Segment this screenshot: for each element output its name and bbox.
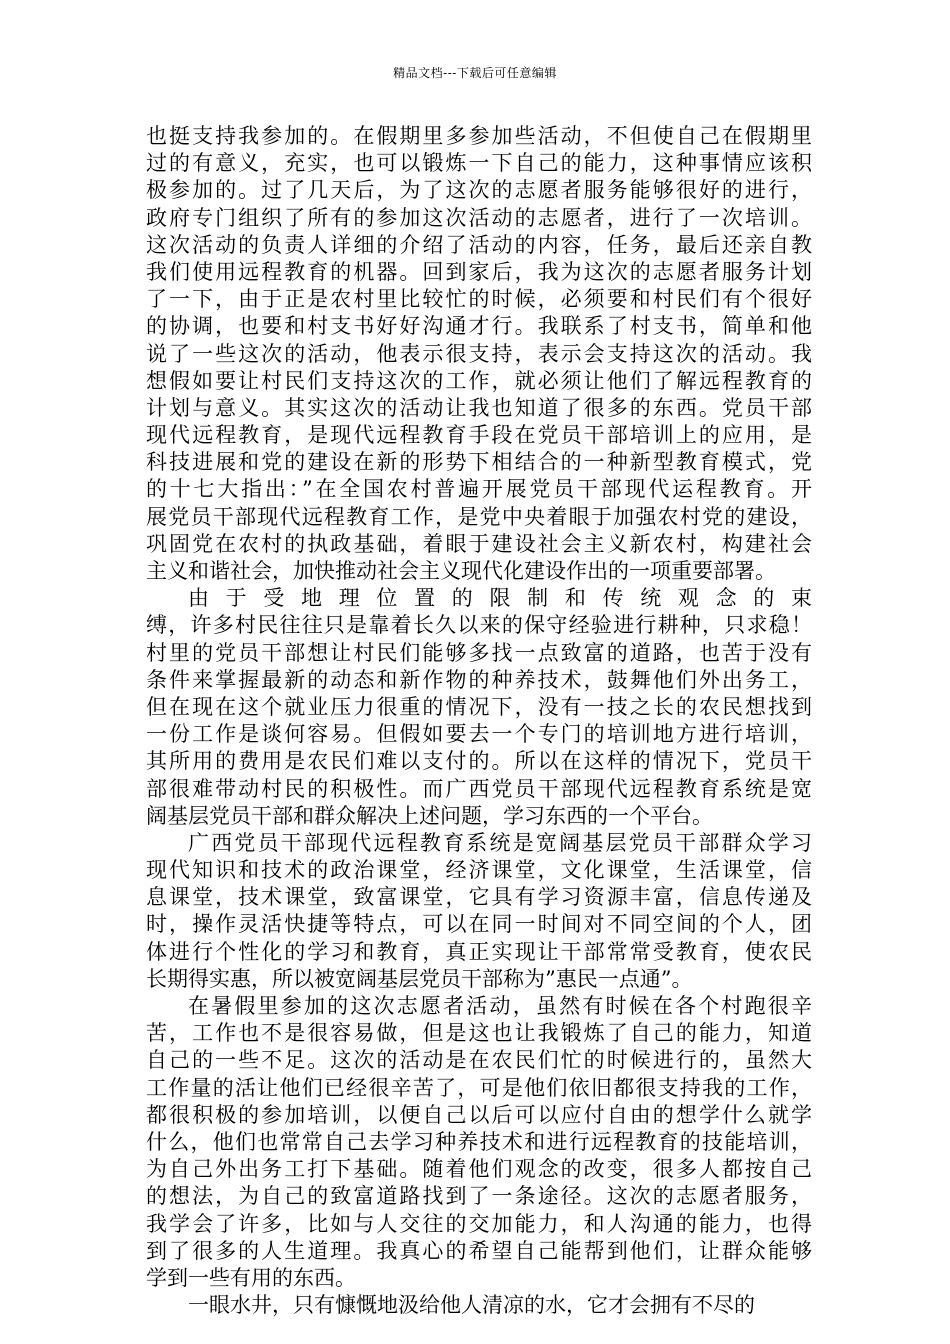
text-line: 但在现在这个就业压力很重的情况下，没有一技之长的农民想找到 <box>146 694 812 719</box>
text-line: 这次活动的负责人详细的介绍了活动的内容，任务，最后还亲自教 <box>146 232 812 257</box>
paragraph <box>146 830 812 993</box>
text-line: 的十七大指出：”在全国农村普遍开展党员干部现代运程教育。开 <box>146 477 812 502</box>
document-body <box>146 123 812 1319</box>
text-line: 巩固党在农村的执政基础，着眼于建设社会主义新农村，构建社会 <box>146 531 812 556</box>
text-line: 广西党员干部现代远程教育系统是宽阔基层党员干部群众学习 <box>188 830 812 855</box>
text-line: 计划与意义。其实这次的活动让我也知道了很多的东西。党员干部 <box>146 395 812 420</box>
text-line: 工作量的活让他们已经很辛苦了，可是他们依旧都很支持我的工作， <box>146 1075 812 1100</box>
text-line: 到了很多的人生道理。我真心的希望自己能帮到他们，让群众能够 <box>146 1238 812 1263</box>
text-line: 什么，他们也常常自己去学习种养技术和进行远程教育的技能培训， <box>146 1129 812 1154</box>
text-line: 阔基层党员干部和群众解决上述问题，学习东西的一个平台。 <box>146 803 713 828</box>
paragraph <box>146 123 812 585</box>
text-line: 一眼水井，只有慷慨地汲给他人清凉的水，它才会拥有不尽的 <box>188 1293 755 1318</box>
text-line: 展党员干部现代远程教育工作，是党中央着眼于加强农村党的建设， <box>146 504 812 529</box>
text-line: 过的有意义，充实，也可以锻炼一下自己的能力，这种事情应该积 <box>146 151 812 176</box>
text-line: 学到一些有用的东西。 <box>146 1265 356 1290</box>
text-line: 由于受地理位置的限制和传统观念的束 <box>188 586 812 611</box>
text-line: 都很积极的参加培训，以便自己以后可以应付自由的想学什么就学 <box>146 1102 812 1127</box>
paragraph <box>146 993 812 1292</box>
text-line: 体进行个性化的学习和教育，真正实现让干部常常受教育，使农民 <box>146 939 812 964</box>
text-line: 现代知识和技术的政治课堂，经济课堂，文化课堂，生活课堂，信 <box>146 858 812 883</box>
text-line: 条件来掌握最新的动态和新作物的种养技术，鼓舞他们外出务工， <box>146 667 812 692</box>
text-line: 一份工作是谈何容易。但假如要去一个专门的培训地方进行培训， <box>146 722 812 747</box>
text-line: 说了一些这次的活动，他表示很支持，表示会支持这次的活动。我 <box>146 341 812 366</box>
text-line: 了一下，由于正是农村里比较忙的时候，必须要和村民们有个很好 <box>146 287 812 312</box>
text-line: 主义和谐社会，加快推动社会主义现代化建设作出的一项重要部署。 <box>146 559 776 583</box>
text-line: 在暑假里参加的这次志愿者活动，虽然有时候在各个村跑很辛 <box>188 994 812 1018</box>
text-line: 长期得实惠，所以被宽阔基层党员干部称为”惠民一点通”。 <box>146 966 693 991</box>
text-line: 的协调，也要和村支书好好沟通才行。我联系了村支书，简单和他 <box>146 314 812 339</box>
text-line: 我们使用远程教育的机器。回到家后，我为这次的志愿者服务计划 <box>146 259 812 284</box>
text-line: 政府专门组织了所有的参加这次活动的志愿者，进行了一次培训。 <box>146 205 812 230</box>
text-line: 自己的一些不足。这次的活动是在农民们忙的时候进行的，虽然大 <box>146 1048 812 1073</box>
text-line: 缚，许多村民往往只是靠着长久以来的保守经验进行耕种，只求稳！ <box>146 613 812 638</box>
text-line: 苦，工作也不是很容易做，但是这也让我锻炼了自己的能力，知道 <box>146 1021 812 1046</box>
paragraph <box>146 1292 812 1319</box>
text-line: 的想法，为自己的致富道路找到了一条途径。这次的志愿者服务， <box>146 1184 812 1209</box>
paragraph <box>146 585 812 830</box>
text-line: 也挺支持我参加的。在假期里多参加些活动，不但使自己在假期里 <box>146 124 812 148</box>
text-line: 其所用的费用是农民们难以支付的。所以在这样的情况下，党员干 <box>146 749 812 774</box>
text-line: 为自己外出务工打下基础。随着他们观念的改变，很多人都按自己 <box>146 1157 812 1182</box>
text-line: 想假如要让村民们支持这次的工作，就必须让他们了解远程教育的 <box>146 368 812 393</box>
text-line: 我学会了许多，比如与人交往的交加能力，和人沟通的能力，也得 <box>146 1211 812 1236</box>
page-header: 精品文档---下载后可任意编辑 <box>393 66 557 80</box>
text-line: 时，操作灵活快捷等特点，可以在同一时间对不同空间的个人，团 <box>146 912 812 937</box>
text-line: 科技进展和党的建设在新的形势下相结合的一种新型教育模式，党 <box>146 450 812 475</box>
text-line: 极参加的。过了几天后，为了这次的志愿者服务能够很好的进行， <box>146 178 812 203</box>
text-line: 村里的党员干部想让村民们能够多找一点致富的道路，也苦于没有 <box>146 640 812 665</box>
text-line: 息课堂，技术课堂，致富课堂，它具有学习资源丰富，信息传递及 <box>146 885 812 910</box>
text-line: 部很难带动村民的积极性。而广西党员干部现代远程教育系统是宽 <box>146 776 812 801</box>
text-line: 现代远程教育，是现代远程教育手段在党员干部培训上的应用，是 <box>146 423 812 448</box>
